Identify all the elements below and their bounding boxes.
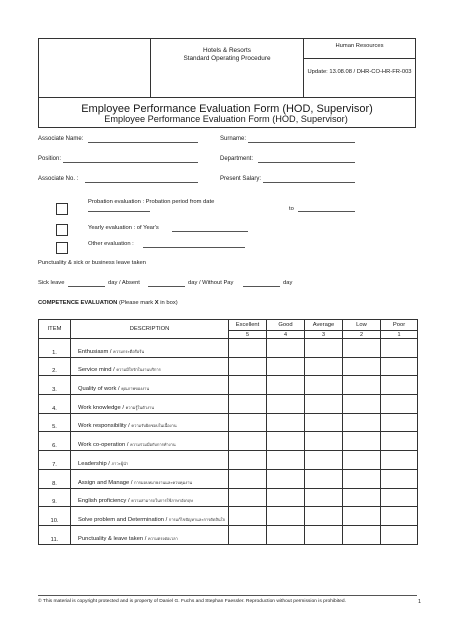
table-row bbox=[39, 488, 418, 507]
rating-cell[interactable] bbox=[305, 488, 343, 507]
rating-cell[interactable] bbox=[229, 469, 267, 488]
rating-cell[interactable] bbox=[305, 432, 343, 451]
item-number: 10. bbox=[39, 507, 71, 526]
rating-cell[interactable] bbox=[305, 376, 343, 395]
competence-label: COMPETENCE EVALUATION bbox=[38, 300, 118, 306]
rating-cell[interactable] bbox=[343, 376, 381, 395]
rating-cell[interactable] bbox=[381, 339, 418, 358]
rating-cell[interactable] bbox=[381, 488, 418, 507]
rating-cell[interactable] bbox=[267, 376, 305, 395]
day-label: day bbox=[283, 280, 293, 286]
table-row bbox=[39, 507, 418, 526]
logo-cell bbox=[39, 39, 151, 97]
table-row bbox=[39, 357, 418, 376]
company-cell bbox=[151, 39, 304, 97]
rating-cell[interactable] bbox=[343, 432, 381, 451]
item-header: ITEM bbox=[39, 320, 71, 339]
rating-cell[interactable] bbox=[229, 357, 267, 376]
item-description-en: Quality of work / bbox=[78, 386, 120, 393]
table-row bbox=[39, 376, 418, 395]
rating-cell[interactable] bbox=[343, 507, 381, 526]
rating-cell[interactable] bbox=[267, 451, 305, 470]
competence-instruction-pre: (Please mark bbox=[118, 300, 154, 306]
item-description-en: Work responsibility / bbox=[78, 423, 130, 430]
rating-cell[interactable] bbox=[267, 339, 305, 358]
rating-cell[interactable] bbox=[305, 451, 343, 470]
item-description bbox=[71, 525, 229, 544]
rating-cell[interactable] bbox=[381, 507, 418, 526]
rating-cell[interactable] bbox=[305, 339, 343, 358]
item-description-en: Work knowledge / bbox=[78, 404, 124, 411]
rating-cell[interactable] bbox=[267, 395, 305, 414]
item-description bbox=[71, 395, 229, 414]
rating-cell[interactable] bbox=[267, 432, 305, 451]
item-description bbox=[71, 339, 229, 358]
yearly-checkbox[interactable] bbox=[56, 224, 68, 236]
item-number: 6. bbox=[39, 432, 71, 451]
copyright-footer: © This material is copyright protected and is property of Daniel G. Fuchs and Stephan Faessler. Reproduction without permission is prohibited. bbox=[38, 599, 346, 604]
rating-cell[interactable] bbox=[343, 339, 381, 358]
absent-label: day / Absent bbox=[108, 280, 140, 286]
item-number: 8. bbox=[39, 469, 71, 488]
rating-cell[interactable] bbox=[305, 357, 343, 376]
rating-cell[interactable] bbox=[343, 525, 381, 544]
rating-header-low: Low bbox=[343, 320, 381, 331]
yearly-label: Yearly evaluation : of Year's bbox=[88, 225, 159, 231]
other-field[interactable] bbox=[143, 247, 245, 248]
rating-cell[interactable] bbox=[229, 432, 267, 451]
department-label: Human Resources bbox=[335, 43, 384, 49]
rating-cell[interactable] bbox=[229, 395, 267, 414]
item-description-th: การมอบหมายงานและควบคุมงาน bbox=[134, 479, 193, 485]
score-4: 4 bbox=[267, 331, 305, 339]
item-description-th: ภาวะผู้นำ bbox=[111, 460, 129, 466]
associate-name-field[interactable] bbox=[88, 142, 198, 143]
cell-divider bbox=[304, 58, 415, 59]
rating-cell[interactable] bbox=[267, 525, 305, 544]
rating-header-good: Good bbox=[267, 320, 305, 331]
rating-cell[interactable] bbox=[343, 357, 381, 376]
item-description bbox=[71, 469, 229, 488]
rating-cell[interactable] bbox=[267, 413, 305, 432]
rating-cell[interactable] bbox=[229, 413, 267, 432]
item-description-th: ความกระตือรือร้น bbox=[113, 348, 145, 354]
footer-divider bbox=[38, 595, 417, 596]
rating-cell[interactable] bbox=[267, 469, 305, 488]
item-description-th: การแก้ไขปัญหาและการตัดสินใจ bbox=[168, 516, 225, 522]
table-row bbox=[39, 395, 418, 414]
rating-cell[interactable] bbox=[229, 488, 267, 507]
item-number: 7. bbox=[39, 451, 71, 470]
competence-mark: X bbox=[154, 300, 159, 306]
score-5: 5 bbox=[229, 331, 267, 339]
rating-cell[interactable] bbox=[343, 413, 381, 432]
rating-cell[interactable] bbox=[305, 469, 343, 488]
rating-cell[interactable] bbox=[381, 357, 418, 376]
rating-cell[interactable] bbox=[305, 525, 343, 544]
sick-leave-field[interactable] bbox=[68, 286, 105, 287]
rating-cell[interactable] bbox=[381, 525, 418, 544]
item-description-th: คุณภาพของงาน bbox=[121, 386, 150, 392]
item-description bbox=[71, 432, 229, 451]
rating-cell[interactable] bbox=[343, 488, 381, 507]
associate-no-field[interactable] bbox=[85, 182, 198, 183]
item-number: 4. bbox=[39, 395, 71, 414]
item-description bbox=[71, 507, 229, 526]
surname-label: Surname: bbox=[220, 136, 247, 142]
table-row bbox=[39, 413, 418, 432]
item-number: 2. bbox=[39, 357, 71, 376]
item-description-th: ความมีใจรักในงานบริการ bbox=[116, 367, 161, 373]
item-description-en: English proficiency / bbox=[78, 498, 130, 505]
competence-table bbox=[38, 319, 418, 545]
item-number: 11. bbox=[39, 525, 71, 544]
other-checkbox[interactable] bbox=[56, 242, 68, 254]
probation-checkbox[interactable] bbox=[56, 203, 68, 215]
rating-cell[interactable] bbox=[343, 469, 381, 488]
probation-to-field[interactable] bbox=[298, 211, 355, 212]
item-description bbox=[71, 488, 229, 507]
score-2: 2 bbox=[343, 331, 381, 339]
rating-header-poor: Poor bbox=[381, 320, 418, 331]
other-label: Other evaluation : bbox=[88, 241, 134, 247]
table-row bbox=[39, 432, 418, 451]
table-row bbox=[39, 469, 418, 488]
rating-cell[interactable] bbox=[229, 339, 267, 358]
rating-cell[interactable] bbox=[305, 507, 343, 526]
item-description bbox=[71, 451, 229, 470]
item-number: 1. bbox=[39, 339, 71, 358]
item-description bbox=[71, 376, 229, 395]
rating-cell[interactable] bbox=[267, 357, 305, 376]
rating-cell[interactable] bbox=[305, 395, 343, 414]
without-pay-label: day / Without Pay bbox=[188, 280, 234, 286]
update-label: Update: 13.08.08 / DHR-CO-HR-FR-003 bbox=[307, 69, 412, 75]
form-subtitle: Employee Performance Evaluation Form (HOD, Supervisor) bbox=[104, 114, 348, 124]
page-number: 1 bbox=[418, 599, 422, 605]
competence-heading bbox=[38, 300, 178, 306]
associate-name-label: Associate Name: bbox=[38, 136, 84, 142]
department-field[interactable] bbox=[258, 162, 355, 163]
without-pay-field[interactable] bbox=[243, 286, 280, 287]
rating-cell[interactable] bbox=[229, 451, 267, 470]
rating-header-excellent: Excellent bbox=[229, 320, 267, 331]
rating-cell[interactable] bbox=[381, 451, 418, 470]
rating-cell[interactable] bbox=[229, 525, 267, 544]
competence-rows bbox=[39, 339, 418, 545]
rating-cell[interactable] bbox=[381, 432, 418, 451]
table-row bbox=[39, 339, 418, 358]
item-description-th: ความสามารถในการใช้ภาษาอังกฤษ bbox=[131, 498, 193, 504]
item-description-en: Solve problem and Determination / bbox=[78, 516, 168, 523]
rating-header-average: Average bbox=[305, 320, 343, 331]
rating-cell[interactable] bbox=[381, 413, 418, 432]
probation-label: Probation evaluation : Probation period from date bbox=[88, 199, 215, 205]
rating-cell[interactable] bbox=[267, 488, 305, 507]
item-description-th: ความรับผิดชอบในเนื้องาน bbox=[131, 423, 177, 429]
item-number: 9. bbox=[39, 488, 71, 507]
rating-cell[interactable] bbox=[343, 451, 381, 470]
rating-cell[interactable] bbox=[267, 507, 305, 526]
item-description-en: Leadership / bbox=[78, 460, 110, 467]
item-description-en: Service mind / bbox=[78, 367, 115, 374]
header-title: Employee Performance Evaluation Form (HOD, Supervisor) bbox=[81, 103, 373, 115]
department-cell bbox=[304, 39, 415, 97]
department-label: Department: bbox=[220, 156, 254, 162]
score-1: 1 bbox=[381, 331, 418, 339]
item-description-en: Punctuality & leave taken / bbox=[78, 535, 147, 542]
position-label: Position: bbox=[38, 156, 62, 162]
sick-leave-label: Sick leave bbox=[38, 280, 65, 286]
item-description-th: ความรู้ในตัวงาน bbox=[125, 404, 155, 410]
position-field[interactable] bbox=[63, 162, 198, 163]
company-line2: Standard Operating Procedure bbox=[183, 55, 271, 62]
probation-to-label: to bbox=[289, 206, 294, 212]
item-description-th: ความตรงต่อเวลา bbox=[147, 535, 178, 541]
probation-from-field[interactable] bbox=[88, 211, 150, 212]
rating-cell[interactable] bbox=[229, 507, 267, 526]
item-description-en: Assign and Manage / bbox=[78, 479, 133, 486]
leave-heading: Punctuality & sick or business leave taken bbox=[38, 260, 146, 266]
score-3: 3 bbox=[305, 331, 343, 339]
competence-instruction-post: in box) bbox=[160, 300, 178, 306]
rating-cell[interactable] bbox=[305, 413, 343, 432]
absent-field[interactable] bbox=[148, 286, 185, 287]
item-number: 3. bbox=[39, 376, 71, 395]
table-row bbox=[39, 525, 418, 544]
rating-cell[interactable] bbox=[381, 395, 418, 414]
table-row bbox=[39, 451, 418, 470]
item-description-en: Work co-operation / bbox=[78, 442, 129, 449]
associate-no-label: Associate No. : bbox=[38, 176, 79, 182]
rating-cell[interactable] bbox=[381, 469, 418, 488]
header-divider bbox=[39, 97, 415, 98]
item-description-th: ความร่วมมือกับการทำงาน bbox=[130, 442, 176, 448]
rating-cell[interactable] bbox=[343, 395, 381, 414]
item-description-en: Enthusiasm / bbox=[78, 348, 112, 355]
rating-cell[interactable] bbox=[381, 376, 418, 395]
item-number: 5. bbox=[39, 413, 71, 432]
company-line1: Hotels & Resorts bbox=[203, 47, 251, 54]
item-description bbox=[71, 413, 229, 432]
item-description bbox=[71, 357, 229, 376]
rating-cell[interactable] bbox=[229, 376, 267, 395]
description-header: DESCRIPTION bbox=[71, 320, 229, 339]
yearly-field[interactable] bbox=[172, 231, 248, 232]
present-salary-label: Present Salary: bbox=[220, 176, 262, 182]
surname-field[interactable] bbox=[248, 142, 355, 143]
present-salary-field[interactable] bbox=[263, 182, 355, 183]
